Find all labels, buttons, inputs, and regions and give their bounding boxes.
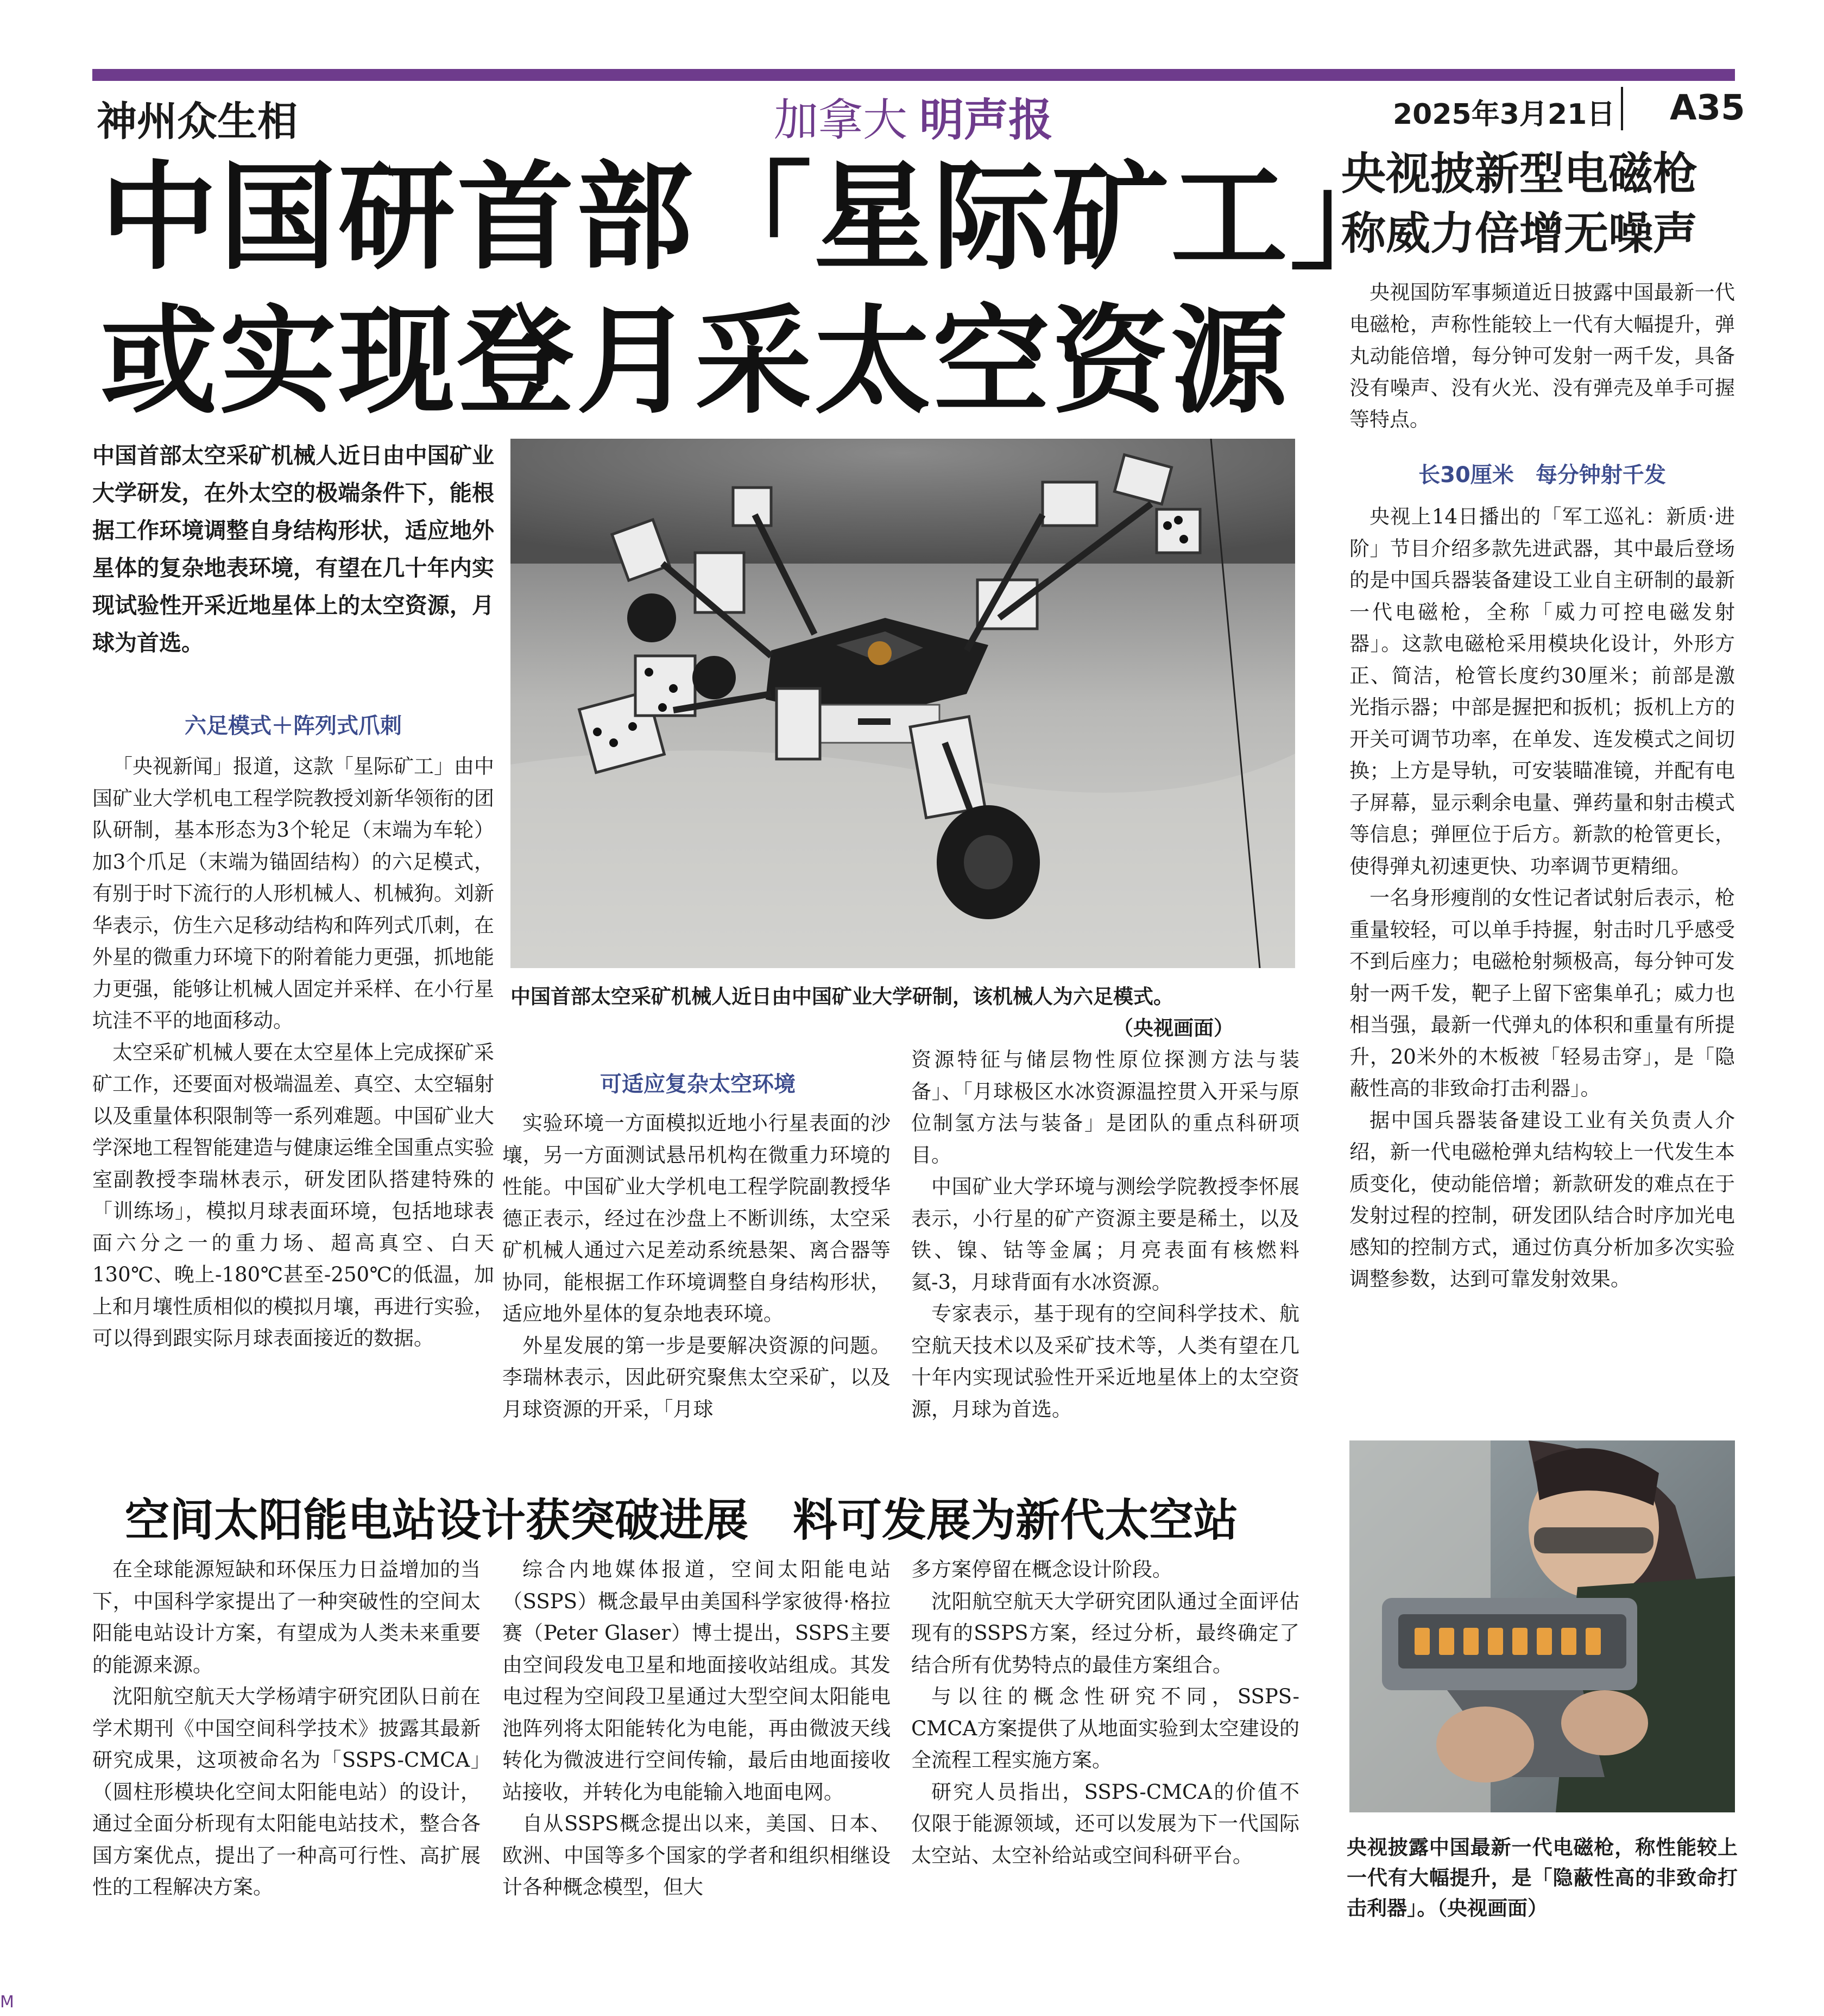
masthead-divider (1621, 87, 1623, 130)
paragraph: 太空采矿机械人要在太空星体上完成探矿采矿工作，还要面对极端温差、真空、太空辐射以及重量体积限制等一系列难题。中国矿业大学深地工程智能建造与健康运维全国重点实验室副教授李瑞林表示，研发团队搭建特殊的「训练场」，模拟月球表面环境，包括地球表面六分之一的重力场、超高真空、白天130℃、晚上-180℃甚至-250℃的低温，加上和月壤性质相似的模拟月壤，再进行实验，可以得到跟实际月球表面接近的数据。 (92, 1040, 494, 1350)
railgun-photo (1349, 1440, 1735, 1812)
paragraph: 资源特征与储层物性原位探测方法与装备」、「月球极区水冰资源温控贯入开采与原位制氢方法与装备」是团队的重点科研项目。 (911, 1048, 1299, 1167)
paragraph: 中国矿业大学环境与测绘学院教授李怀展表示，小行星的矿产资源主要是稀土，以及铁、镍、钴等金属；月亮表面有核燃料氦-3，月球背面有水冰资源。 (911, 1175, 1299, 1294)
paragraph: 与以往的概念性研究不同，SSPS-CMCA方案提供了从地面实验到太空建设的全流程工程实施方案。 (911, 1685, 1299, 1772)
bottom-col2 (502, 1554, 891, 1904)
bottom-col3 (911, 1554, 1299, 1872)
paragraph: 实验环境一方面模拟近地小行星表面的沙壤，另一方面测试悬吊机构在微重力环境的性能。中国矿业大学机电工程学院副教授华德正表示，经过在沙盘上不断训练，太空采矿机械人通过六足差动系统悬架、离合器等协同，能根据工作环境调整自身结构形状，适应地外星体的复杂地表环境。 (502, 1111, 891, 1325)
robot-photo-credit: （央视画面） (1113, 1016, 1234, 1040)
side-body (1349, 501, 1735, 1295)
side-subhead: 长30厘米 每分钟射千发 (1418, 463, 1666, 488)
paragraph: 自从SSPS概念提出以来，美国、日本、欧洲、中国等多个国家的学者和组织相继设计各种概念模型，但大 (502, 1812, 891, 1899)
main-col1 (92, 751, 494, 1355)
side-headline-line2: 称威力倍增无噪声 (1341, 207, 1698, 260)
paragraph: 在全球能源短缺和环保压力日益增加的当下，中国科学家提出了一种突破性的空间太阳能电站设计方案，有望成为人类未来重要的能源来源。 (92, 1558, 481, 1677)
paragraph: 据中国兵器装备建设工业有关负责人介绍，新一代电磁枪弹丸结构较上一代发生本质变化，使动能倍增；新款研发的难点在于发射过程的控制，研发团队结合时序加光电感知的控制方式，通过仿真分析加多次实验调整参数，达到可靠发射效果。 (1349, 1108, 1735, 1291)
bottom-col1 (92, 1554, 481, 1904)
paragraph: 专家表示，基于现有的空间科学技术、航空航天技术以及采矿技术等，人类有望在几十年内实现试验性开采近地星体上的太空资源，月球为首选。 (911, 1302, 1299, 1421)
robot-image (510, 439, 1295, 968)
masthead-name: 明声报 (919, 94, 1053, 146)
paragraph: 央视国防军事频道近日披露中国最新一代电磁枪，声称性能较上一代有大幅提升，弹丸动能倍增，每分钟可发射一两千发，具备没有噪声、没有火光、没有弹壳及单手可握等特点。 (1349, 281, 1735, 431)
main-lede: 中国首部太空采矿机械人近日由中国矿业大学研发，在外太空的极端条件下，能根据工作环境调整自身结构形状，适应地外星体的复杂地表环境，有望在几十年内实现试验性开采近地星体上的太空资源，月球为首选。 (92, 443, 494, 656)
main-subhead-1: 六足模式＋阵列式爪刺 (185, 713, 402, 738)
main-headline-line2: 或实现登月采太空资源 (100, 292, 1290, 429)
paragraph: 研究人员指出，SSPS-CMCA的价值不仅限于能源领域，还可以发展为下一代国际太空站、太空补给站或空间科研平台。 (911, 1780, 1299, 1867)
main-col3 (911, 1044, 1299, 1425)
main-headline-line1: 中国研首部「星际矿工」 (100, 148, 1409, 286)
issue-date: 2025年3月21日 (1393, 98, 1615, 131)
page-number: A35 (1670, 88, 1745, 128)
footer-mark: M (0, 1993, 14, 2012)
paragraph: 沈阳航空航天大学研究团队通过全面评估现有的SSPS方案，经过分析，最终确定了结合所有优势特点的最佳方案组合。 (911, 1589, 1299, 1677)
paragraph: 「央视新闻」报道，这款「星际矿工」由中国矿业大学机电工程学院教授刘新华领衔的团队研制，基本形态为3个轮足（末端为车轮）加3个爪足（末端为锚固结构）的六足模式，有别于时下流行的人形机械人、机械狗。刘新华表示，仿生六足移动结构和阵列式爪刺，在外星的微重力环境下的附着能力更强，抓地能力更强，能够让机械人固定并采样、在小行星坑洼不平的地面移动。 (92, 755, 494, 1032)
section-name: 神州众生相 (97, 98, 298, 145)
paragraph: 沈阳航空航天大学杨靖宇研究团队日前在学术期刊《中国空间科学技术》披露其最新研究成果，这项被命名为「SSPS-CMCA」（圆柱形模块化空间太阳能电站）的设计，通过全面分析现有太阳能电站技术，整合各国方案优点，提出了一种高可行性、高扩展性的工程解决方案。 (92, 1685, 481, 1899)
paragraph: 一名身形瘦削的女性记者试射后表示，枪重量较轻，可以单手持握，射击时几乎感受不到后座力；电磁枪射频极高，每分钟可发射一两千发，靶子上留下密集单孔；威力也相当强，最新一代弹丸的体积和重量有所提升，20米外的木板被「轻易击穿」，是「隐蔽性高的非致命打击利器」。 (1349, 886, 1735, 1100)
masthead-rule (92, 69, 1735, 81)
railgun-photo-caption: 央视披露中国最新一代电磁枪，称性能较上一代有大幅提升，是「隐蔽性高的非致命打击利器」。（央视画面） (1347, 1836, 1738, 1920)
paragraph: 多方案停留在概念设计阶段。 (911, 1558, 1172, 1581)
main-subhead-2: 可适应复杂太空环境 (600, 1072, 796, 1097)
paragraph: 外星发展的第一步是要解决资源的问题。李瑞林表示，因此研究聚焦太空采矿，以及月球资源的开采，「月球 (502, 1334, 891, 1421)
masthead-prefix: 加拿大 (774, 94, 908, 146)
robot-photo-caption: 中国首部太空采矿机械人近日由中国矿业大学研制，该机械人为六足模式。 (510, 985, 1173, 1008)
railgun-image (1349, 1440, 1735, 1812)
robot-photo (510, 439, 1295, 968)
side-intro (1349, 277, 1735, 436)
side-headline-line1: 央视披新型电磁枪 (1341, 148, 1698, 200)
paragraph: 央视上14日播出的「军工巡礼：新质·进阶」节目介绍多款先进武器，其中最后登场的是中国兵器装备建设工业自主研制的最新一代电磁枪，全称「威力可控电磁发射器」。这款电磁枪采用模块化设计，外形方正、简洁，枪管长度约30厘米；前部是激光指示器；中部是握把和扳机；扳机上方的开关可调节功率，在单发、连发模式之间切换；上方是导轨，可安装瞄准镜，并配有电子屏幕，显示剩余电量、弹药量和射击模式等信息；弹匣位于后方。新款的枪管更长，使得弹丸初速更快、功率调节更精细。 (1349, 505, 1735, 878)
paragraph: 综合内地媒体报道，空间太阳能电站（SSPS）概念最早由美国科学家彼得·格拉赛（Peter Glaser）博士提出，SSPS主要由空间段发电卫星和地面接收站组成。其发电过程为空间段卫星通过大型空间太阳能电池阵列将太阳能转化为电能，再由微波天线转化为微波进行空间传输，最后由地面接收站接收，并转化为电能输入地面电网。 (502, 1558, 891, 1804)
bottom-headline: 空间太阳能电站设计获突破进展 料可发展为新代太空站 (125, 1494, 1239, 1546)
newspaper-masthead (774, 85, 1053, 148)
main-col2 (502, 1108, 891, 1425)
